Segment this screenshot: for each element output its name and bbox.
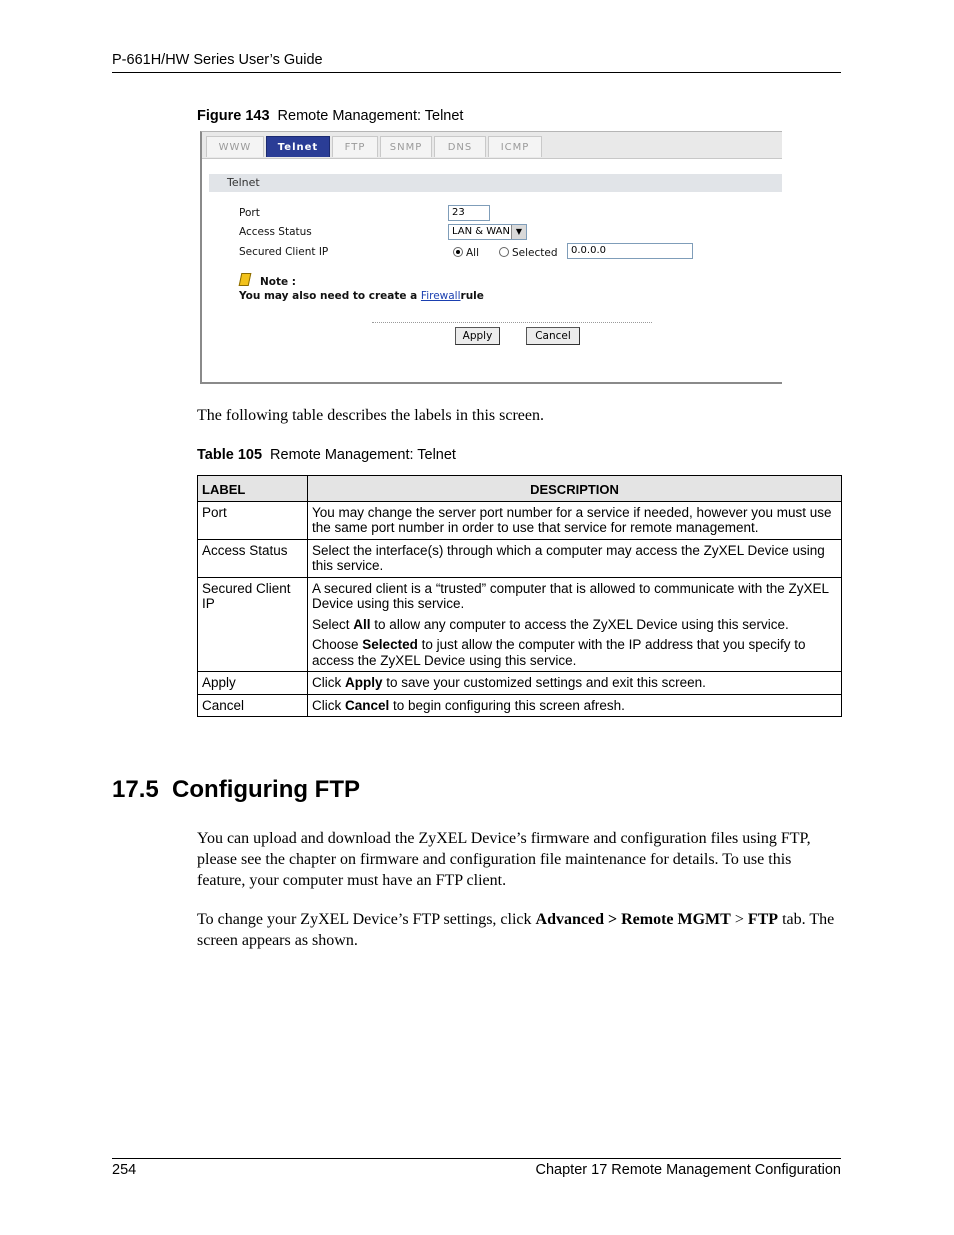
access-status-value: LAN & WAN xyxy=(452,226,510,237)
divider xyxy=(372,322,652,323)
text-run: Choose xyxy=(312,637,363,652)
note-icon xyxy=(239,273,252,286)
tab-bar xyxy=(202,132,782,159)
ip-address-input[interactable]: 0.0.0.0 xyxy=(567,243,693,259)
row-description xyxy=(308,577,842,672)
bold-term: Advanced > Remote MGMT xyxy=(535,911,731,928)
description-text xyxy=(312,617,837,633)
telnet-screenshot xyxy=(200,131,782,384)
description-text xyxy=(312,637,837,668)
text-run: Select xyxy=(312,616,354,632)
row-description xyxy=(308,501,842,539)
section-paragraph-2 xyxy=(197,909,842,951)
row-description xyxy=(308,539,842,577)
footer-rule xyxy=(112,1158,841,1159)
tab-snmp[interactable]: SNMP xyxy=(380,136,432,157)
bold-term: Selected xyxy=(362,637,418,652)
bold-term: FTP xyxy=(747,911,779,928)
description-text: A secured client is a “trusted” computer that is allowed to communicate with the ZyXEL Device using this service. xyxy=(312,580,829,611)
radio-all[interactable] xyxy=(453,247,463,257)
cancel-button[interactable]: Cancel xyxy=(526,327,580,345)
port-input[interactable]: 23 xyxy=(448,205,490,221)
row-label: Secured Client IP xyxy=(198,577,308,672)
section-heading: 17.5 Configuring FTP xyxy=(112,776,361,803)
section-paragraph-1: You can upload and download the ZyXEL Device’s firmware and configuration files using FTP, please see the chapter on firmware and configuration file maintenance for details. To use this feature, your computer must have an FTP client. xyxy=(197,830,811,889)
header-description: DESCRIPTION xyxy=(308,476,842,502)
table-row xyxy=(198,501,842,539)
firewall-link[interactable]: Firewall xyxy=(420,290,461,302)
description-text: Select the interface(s) through which a computer may access the ZyXEL Device using this service. xyxy=(312,542,825,573)
radio-all-label: All xyxy=(466,247,480,259)
table-caption xyxy=(197,447,456,463)
text-run: Click xyxy=(312,697,345,713)
text-run: to allow any computer to access the ZyXEL Device using this service. xyxy=(370,616,789,632)
table-row xyxy=(198,577,842,672)
table-row xyxy=(198,694,842,717)
section-title-bar: Telnet xyxy=(209,174,782,192)
header-rule xyxy=(112,72,841,73)
table-row xyxy=(198,672,842,695)
secured-client-ip-label: Secured Client IP xyxy=(239,246,329,258)
text-run: to begin configuring this screen afresh. xyxy=(389,697,625,713)
tab-www[interactable]: WWW xyxy=(206,136,264,157)
tab-telnet[interactable]: Telnet xyxy=(266,136,330,157)
intro-paragraph: The following table describes the labels in this screen. xyxy=(197,407,545,424)
bold-term: Apply xyxy=(345,675,383,690)
tab-icmp[interactable]: ICMP xyxy=(488,136,542,157)
radio-selected[interactable] xyxy=(499,247,509,257)
text-run: to save your customized settings and exit this screen. xyxy=(382,675,706,690)
description-table xyxy=(197,475,842,717)
note-text-after: rule xyxy=(460,290,484,302)
text-run: To change your ZyXEL Device’s FTP settings, click xyxy=(197,911,536,928)
row-label: Apply xyxy=(198,672,308,695)
figure-title: Remote Management: Telnet xyxy=(277,108,464,124)
text-run: to just allow the computer with the IP address that you specify to access the ZyXEL Device using this service. xyxy=(312,637,806,668)
figure-number: Figure 143 xyxy=(197,108,270,124)
radio-selected-label: Selected xyxy=(512,247,558,259)
access-status-label: Access Status xyxy=(239,226,312,238)
row-label: Access Status xyxy=(198,539,308,577)
row-description xyxy=(308,672,842,695)
description-text: You may change the server port number for a service if needed, however you must use the same port number in order to use that service for remote management. xyxy=(312,504,832,535)
port-label: Port xyxy=(239,207,260,219)
row-description xyxy=(308,694,842,717)
chevron-down-icon[interactable]: ▼ xyxy=(511,225,526,239)
running-header: P-661H/HW Series User’s Guide xyxy=(112,52,323,68)
table-title: Remote Management: Telnet xyxy=(270,447,456,463)
bold-term: All xyxy=(353,616,371,632)
text-run: Click xyxy=(312,675,345,690)
text-run: > xyxy=(730,911,748,928)
table-header-row xyxy=(198,476,842,502)
tab-ftp[interactable]: FTP xyxy=(332,136,378,157)
header-label: LABEL xyxy=(198,476,308,502)
figure-caption xyxy=(197,108,463,124)
row-label: Port xyxy=(198,501,308,539)
table-row xyxy=(198,539,842,577)
bold-term: Cancel xyxy=(345,697,390,713)
note-title: Note : xyxy=(260,276,296,288)
note-text-before: You may also need to create a xyxy=(239,290,421,302)
table-number: Table 105 xyxy=(197,447,263,463)
row-label: Cancel xyxy=(198,694,308,717)
text-run: tab. The screen appears as shown. xyxy=(197,911,835,949)
note-text xyxy=(239,290,484,302)
tab-dns[interactable]: DNS xyxy=(434,136,486,157)
chapter-title: Chapter 17 Remote Management Configuration xyxy=(535,1162,841,1178)
page-number: 254 xyxy=(112,1162,137,1178)
access-status-select[interactable] xyxy=(448,224,527,240)
apply-button[interactable]: Apply xyxy=(455,327,500,345)
